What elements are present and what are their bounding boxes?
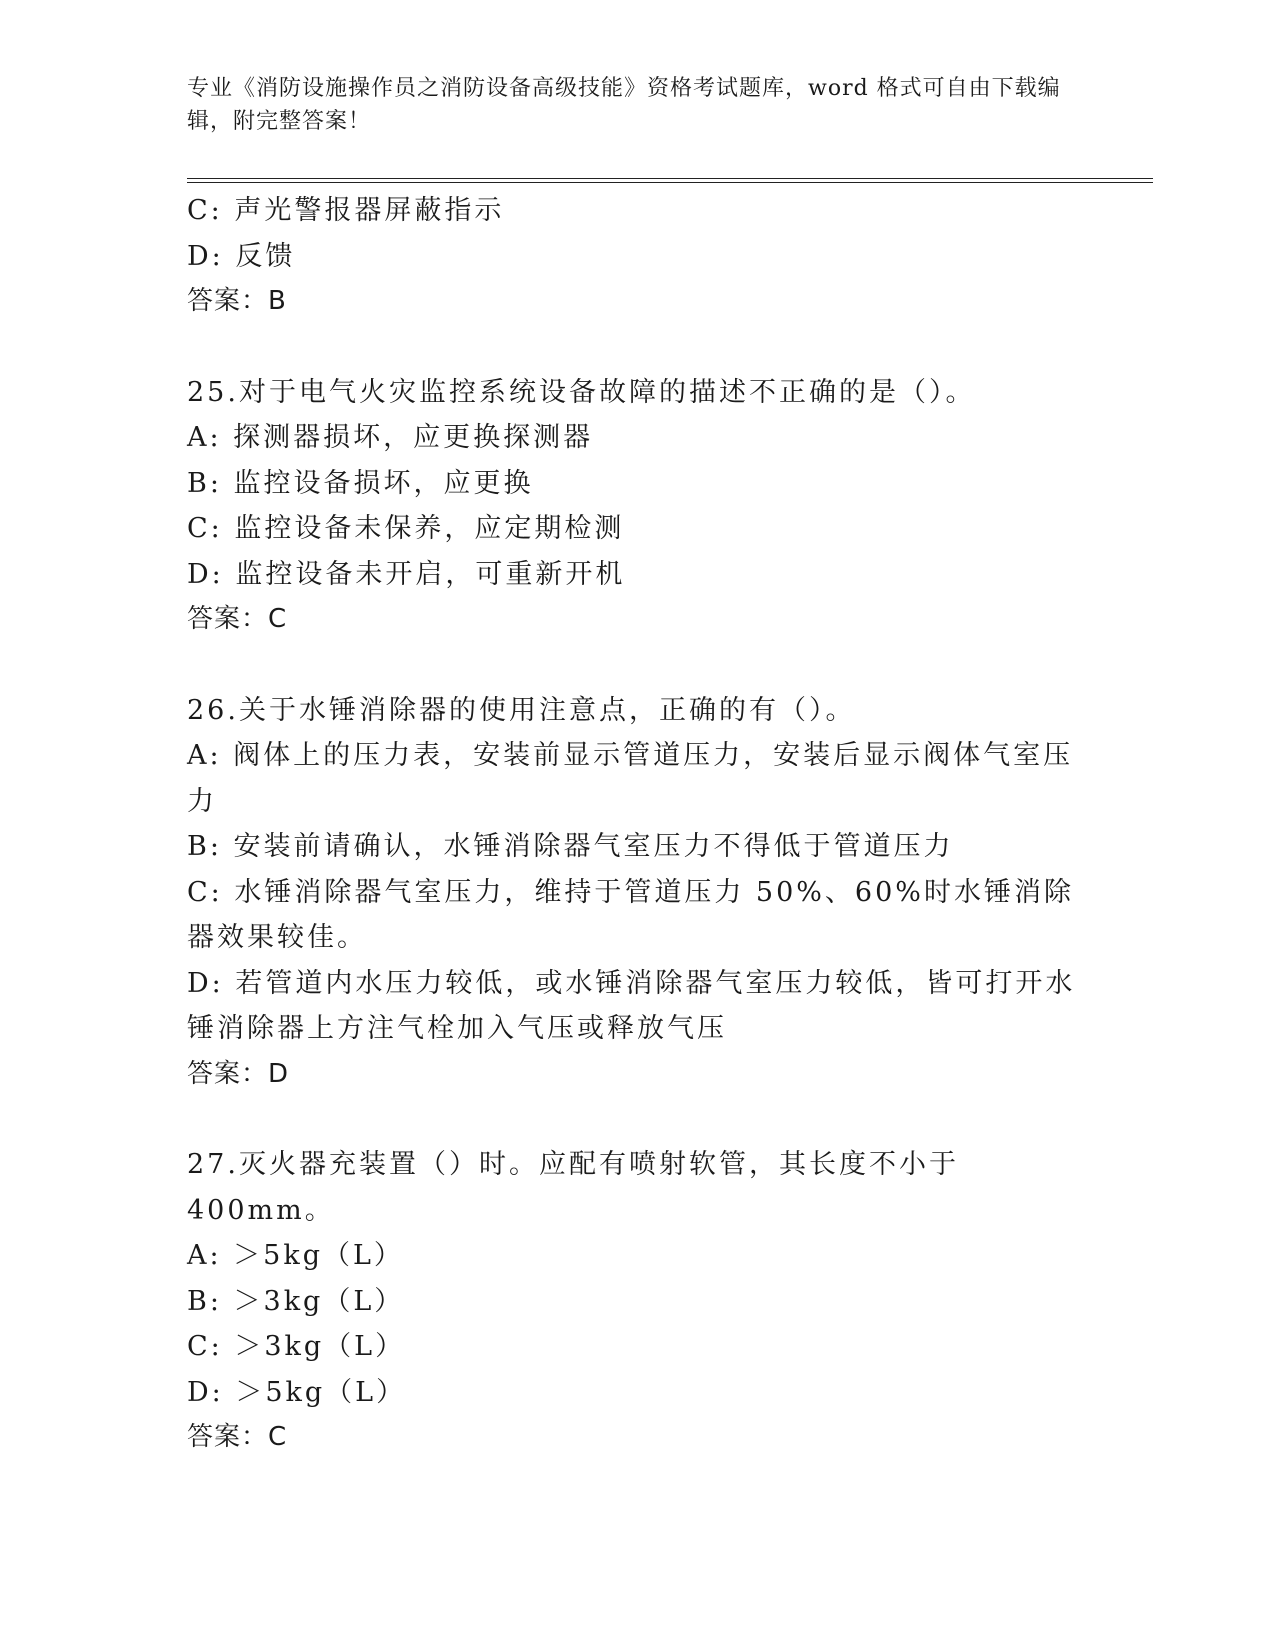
option-d: D: ＞5kg（L） — [187, 1376, 407, 1408]
document-body — [187, 188, 1087, 1461]
answer: 答案：C — [187, 604, 288, 634]
option-a: A: ＞5kg（L） — [187, 1240, 404, 1271]
question-stem: 25.对于电气火灾监控系统设备故障的描述不正确的是（）。 — [187, 376, 976, 408]
question-25 — [187, 370, 1087, 643]
option-c: C: 声光警报器屏蔽指示 — [187, 195, 505, 226]
header-rule-bottom — [187, 182, 1153, 183]
answer: 答案：C — [187, 1422, 288, 1452]
previous-question-tail — [187, 188, 1087, 325]
question-26 — [187, 688, 1087, 1098]
header-rule-top — [187, 178, 1153, 179]
option-a: A: 阀体上的压力表，安装前显示管道压力，安装后显示阀体气室压力 — [187, 740, 1074, 817]
option-b: B: 安装前请确认，水锤消除器气室压力不得低于管道压力 — [187, 831, 954, 862]
document-header: 专业《消防设施操作员之消防设备高级技能》资格考试题库，word 格式可自由下载编辑，附完整答案！ — [187, 76, 1061, 134]
answer: 答案：B — [187, 286, 287, 316]
option-c: C: 水锤消除器气室压力，维持于管道压力 50%、60%时水锤消除器效果较佳。 — [187, 876, 1074, 953]
option-b: B: 监控设备损坏，应更换 — [187, 467, 534, 499]
answer: 答案：D — [187, 1058, 290, 1089]
option-b: B: ＞3kg（L） — [187, 1285, 405, 1317]
option-a: A: 探测器损坏，应更换探测器 — [187, 422, 594, 453]
option-c: C: ＞3kg（L） — [187, 1331, 406, 1362]
question-stem: 26.关于水锤消除器的使用注意点，正确的有（）。 — [187, 694, 856, 726]
question-27 — [187, 1142, 1087, 1461]
option-d: D: 若管道内水压力较低，或水锤消除器气室压力较低，皆可打开水锤消除器上方注气栓加入气压或释放气压 — [187, 967, 1076, 1044]
question-stem: 27.灭火器充装置（）时。应配有喷射软管，其长度不小于 400mm。 — [187, 1149, 959, 1226]
option-d: D: 监控设备未开启，可重新开机 — [187, 558, 626, 590]
option-c: C: 监控设备未保养，应定期检测 — [187, 513, 625, 544]
option-d: D: 反馈 — [187, 240, 296, 272]
